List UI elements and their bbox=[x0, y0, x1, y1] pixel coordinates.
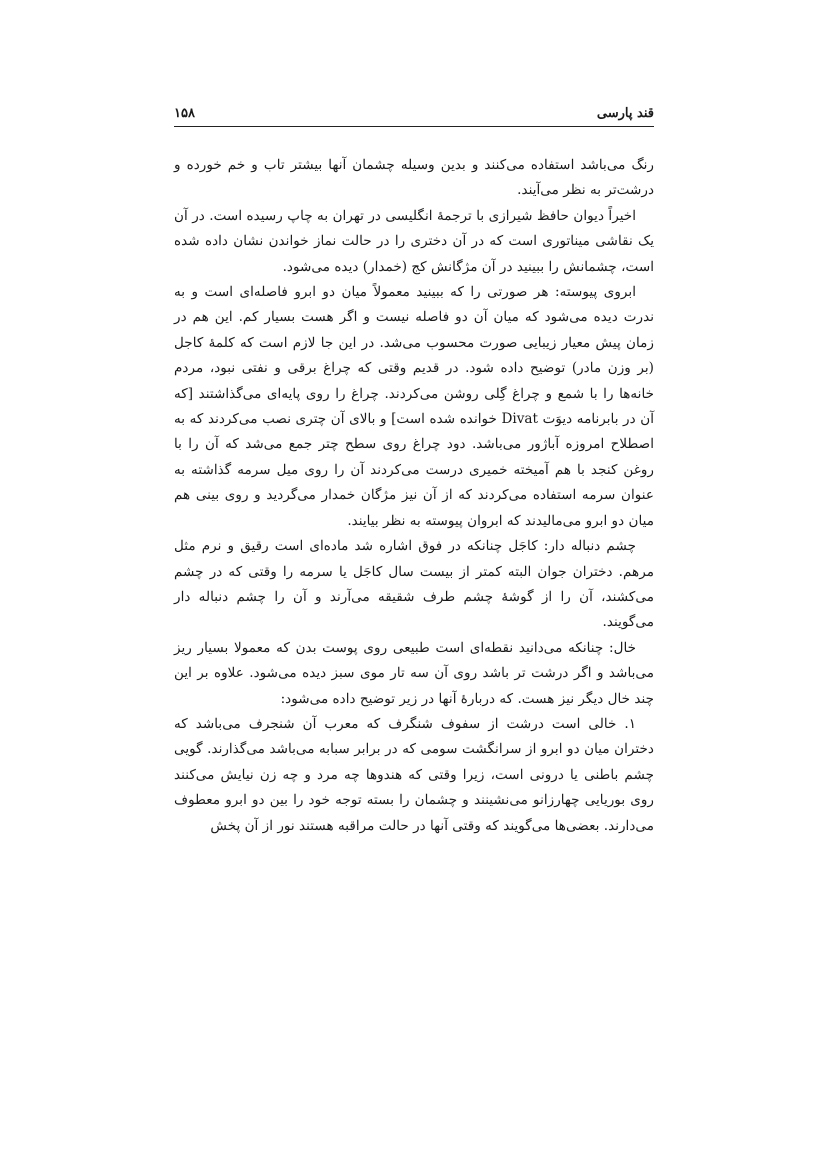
paragraph: ابروی پیوسته: هر صورتی را که ببینید معمولاً میان دو ابرو فاصله‌ای است و به ندرت دیده می‌شود که میان آن دو فاصله نیست و اگر هست بسیار کم. این هم در زمان پیش معیار زیبایی صورت محسوب می‌شد. در این جا لازم است که کلمهٔ کاجل (بر وزن مادر) توضیح داده شود. در قدیم وقتی که چراغ برقی و نفتی نبود، مردم خانه‌ها را با شمع و چراغ گِلی روشن می‌کردند. چراغ را روی پایه‌ای می‌گذاشتند [که آن در بابرنامه دیوَت Divat خوانده شده است] و بالای آن چتری نصب می‌کردند که به اصطلاح امروزه آباژور می‌باشد. دود چراغ روی سطح چتر جمع می‌شد که آن را با روغن کنجد با هم آمیخته خمیری درست می‌کردند آن را روی میل سرمه گذاشته به عنوان سرمه استفاده می‌کردند که از آن نیز مژگان خمدار می‌گردید و روی بینی هم میان دو ابرو می‌مالیدند که ابروان پیوسته به نظر بیایند. bbox=[174, 284, 654, 529]
paragraph-continuation: رنگ می‌باشد استفاده می‌کنند و بدین وسیله چشمان آنها بیشتر تاب و خم خورده و درشت‌تر به نظر می‌آیند. bbox=[174, 157, 654, 199]
page-body bbox=[174, 153, 654, 839]
paragraph: ۱. خالی است درشت از سفوف شنگرف که معرب آن شنجرف می‌باشد که دختران میان دو ابرو از سرانگشت سومی که در برابر سبابه می‌باشد می‌گذارند. گویی چشم باطنی یا درونی است، زیرا وقتی که هندوها چه مرد و چه زن نیایش می‌کنند روی بوریایی چهارزانو می‌نشینند و چشمان را بسته توجه خود را بین دو ابرو معطوف می‌دارند. بعضی‌ها می‌گویند که وقتی آنها در حالت مراقبه هستند نور از آن پخش bbox=[174, 715, 654, 834]
paragraph: اخیراً دیوان حافظ شیرازی با ترجمهٔ انگلیسی در تهران به چاپ رسیده است. در آن یک نقاشی میناتوری است که در آن دختری را در حالت نماز خواندن نشان داده شده است، چشمانش را ببینید در آن مژگانش کج (خمدار) دیده می‌شود. bbox=[174, 207, 654, 275]
paragraph: چشم دنباله دار: کاجَل چنانکه در فوق اشاره شد ماده‌ای است رقیق و نرم مثل مرهم. دختران جوان البته کمتر از بیست سال کاجَل یا سرمه را وقتی که در چشم می‌کشند، آن را از گوشهٔ چشم طرف شقیقه می‌آرند و آن را چشم دنباله دار می‌گویند. bbox=[174, 538, 654, 631]
paragraph: خال: چنانکه می‌دانید نقطه‌ای است طبیعی روی پوست بدن که معمولا بسیار ریز می‌باشد و اگر درشت تر باشد روی آن سه تار موی سبز دیده می‌شود. علاوه بر این چند خال دیگر نیز هست. که دربارهٔ آنها در زیر توضیح داده می‌شود: bbox=[174, 639, 654, 707]
running-title: قند پارسی bbox=[596, 106, 654, 121]
page-header bbox=[174, 102, 654, 126]
page-number: ۱۵۸ bbox=[174, 106, 195, 121]
header-rule bbox=[174, 126, 654, 127]
